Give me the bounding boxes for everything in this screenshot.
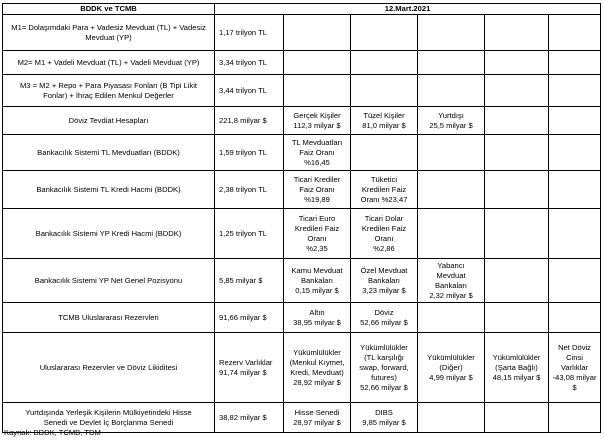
- cell-line: Ticari Euro: [298, 213, 336, 223]
- cell-line: Mevduat: [436, 270, 466, 280]
- table-row-rezerv-likidite: [3, 333, 601, 403]
- cell-line: Kredileri Faiz: [361, 184, 407, 194]
- table-row-tl-mevduat: [3, 135, 601, 171]
- cell-line: Yükümlülükler: [492, 352, 541, 362]
- row-label: [3, 135, 215, 171]
- detail-cell: [418, 333, 485, 403]
- cell-line: -43,08 milyar $: [552, 372, 597, 392]
- header-row: [3, 4, 601, 15]
- row-total: [215, 15, 284, 51]
- detail-cell: [418, 403, 485, 433]
- source-note: Kaynak: BDDK, TCMB, TDM: [4, 428, 101, 437]
- row-label: [3, 15, 215, 51]
- detail-cell: [418, 15, 485, 51]
- total-value-2: 91,74 milyar $: [219, 367, 267, 377]
- cell-line: 112,3 milyar $: [293, 120, 341, 130]
- data-table: [2, 3, 601, 433]
- detail-cell: [284, 75, 351, 107]
- cell-line: 2,32 milyar $: [429, 290, 473, 300]
- cell-line: Bankacılık Sistemi TL Mevduatları (BDDK): [37, 147, 180, 157]
- cell-line: Fonlar) + İhraç Edilen Menkul Değerler: [43, 90, 174, 100]
- detail-cell: [485, 403, 549, 433]
- detail-cell: [351, 259, 418, 303]
- cell-line: (TL karşılığı: [364, 352, 404, 362]
- cell-line: Döviz Tevdiat Hesapları: [68, 115, 149, 125]
- detail-cell: [351, 107, 418, 135]
- detail-cell: [418, 51, 485, 75]
- cell-line: 48,15 milyar $: [492, 372, 541, 382]
- row-label: [3, 107, 215, 135]
- detail-cell: [485, 107, 549, 135]
- detail-cell: [549, 171, 601, 209]
- row-total: [215, 51, 284, 75]
- detail-cell: [549, 135, 601, 171]
- row-label: [3, 259, 215, 303]
- row-label: [3, 51, 215, 75]
- cell-line: 4,99 milyar $: [429, 372, 473, 382]
- row-label: [3, 171, 215, 209]
- header-date: 12.Mart.2021: [215, 4, 601, 15]
- cell-line: Hisse Senedi: [294, 407, 340, 417]
- row-total: [215, 107, 284, 135]
- cell-line: Bankacılık Sistemi TL Kredi Hacmi (BDDK): [36, 184, 181, 194]
- detail-cell: [549, 75, 601, 107]
- cell-line: Oranı: [374, 233, 394, 243]
- row-label: [3, 333, 215, 403]
- detail-cell: [351, 303, 418, 333]
- detail-cell: [284, 51, 351, 75]
- detail-cell: [549, 107, 601, 135]
- detail-cell: [284, 107, 351, 135]
- cell-line: M2= M1 + Vadeli Mevduat (TL) + Vadeli Mevduat (YP): [17, 57, 200, 67]
- detail-cell: [284, 171, 351, 209]
- detail-cell: [284, 15, 351, 51]
- cell-line: Yükümlülükler: [427, 352, 475, 362]
- cell-line: Varlıklar: [560, 362, 589, 372]
- detail-cell: [284, 303, 351, 333]
- detail-cell: [485, 209, 549, 259]
- cell-line: Bankacılık Sistemi YP Net Genel Pozisyonu: [34, 275, 183, 285]
- detail-cell: [418, 135, 485, 171]
- header-left: BDDK ve TCMB: [3, 4, 215, 15]
- detail-cell: [485, 75, 549, 107]
- cell-line: %19,89: [304, 194, 330, 204]
- cell-line: TCMB Uluslararası Rezervleri: [58, 312, 159, 322]
- row-total: [215, 75, 284, 107]
- cell-line: Faiz Oranı: [299, 184, 335, 194]
- detail-cell: [485, 51, 549, 75]
- table-row-m1: [3, 15, 601, 51]
- row-label: [3, 75, 215, 107]
- cell-line: 0,15 milyar $: [295, 285, 339, 295]
- detail-cell: [284, 403, 351, 433]
- detail-cell: [351, 171, 418, 209]
- cell-line: 38,95 milyar $: [293, 317, 341, 327]
- cell-line: %16,45: [304, 157, 330, 167]
- cell-line: 28,97 milyar $: [293, 417, 341, 427]
- detail-cell: [485, 135, 549, 171]
- total-value: 3,34 trilyon TL: [219, 57, 267, 67]
- row-total: [215, 135, 284, 171]
- cell-line: DIBS: [375, 407, 393, 417]
- detail-cell: [351, 209, 418, 259]
- cell-line: Yabancı: [437, 260, 465, 270]
- table-row-m2: [3, 51, 601, 75]
- cell-line: Tüketici: [370, 174, 398, 184]
- total-value: 91,66 milyar $: [219, 312, 267, 322]
- cell-line: Yükümlülükler: [293, 347, 341, 357]
- cell-line: M3 = M2 + Repo + Para Piyasası Fonları (B Tipi Likit: [19, 80, 198, 90]
- cell-line: futures): [371, 372, 397, 382]
- cell-line: Kredileri Faiz: [294, 223, 340, 233]
- detail-cell: [485, 303, 549, 333]
- cell-line: Bankacılık Sistemi YP Kredi Hacmi (BDDK): [35, 228, 182, 238]
- cell-line: (Diğer): [439, 362, 463, 372]
- cell-line: Kredi, Mevduat): [290, 367, 344, 377]
- cell-line: swap, forward,: [359, 362, 409, 372]
- detail-cell: [549, 403, 601, 433]
- detail-cell: [351, 15, 418, 51]
- cell-line: Uluslararası Rezervler ve Döviz Likiditesi: [39, 362, 178, 372]
- cell-line: Kamu Mevduat: [291, 265, 343, 275]
- cell-line: (Menkul Kıymet,: [289, 357, 345, 367]
- cell-line: Oranı %23,47: [360, 194, 408, 204]
- cell-line: Bankaları: [300, 275, 334, 285]
- cell-line: 52,66 milyar $: [360, 317, 408, 327]
- cell-line: Döviz: [374, 307, 394, 317]
- cell-line: Faiz Oranı: [299, 147, 335, 157]
- detail-cell: [418, 107, 485, 135]
- detail-cell: [351, 135, 418, 171]
- cell-line: Yurtdışı: [438, 110, 464, 120]
- total-value: 221,8 milyar $: [219, 115, 267, 125]
- cell-line: Ticari Dolar: [364, 213, 404, 223]
- cell-line: (Şarta Bağlı): [495, 362, 538, 372]
- row-total: [215, 403, 284, 433]
- cell-line: Bankaları: [434, 280, 468, 290]
- cell-line: Oranı: [307, 233, 327, 243]
- cell-line: Net Döviz Cinsi: [558, 342, 591, 362]
- table-row-yp-kredi: [3, 209, 601, 259]
- cell-line: Yükümlülükler: [360, 342, 408, 352]
- detail-cell: [485, 15, 549, 51]
- detail-cell: [351, 75, 418, 107]
- cell-line: 81,0 milyar $: [362, 120, 406, 130]
- detail-cell: [549, 303, 601, 333]
- cell-line: 9,85 milyar $: [362, 417, 406, 427]
- total-value: Rezerv Varlıklar: [219, 357, 273, 367]
- detail-cell: [485, 333, 549, 403]
- cell-line: M1= Dolaşımdaki Para + Vadesiz Mevduat (TL) + Vadesiz: [11, 22, 206, 32]
- total-value: 1,17 trilyon TL: [219, 27, 267, 37]
- cell-line: Tüzel Kişiler: [363, 110, 405, 120]
- cell-line: Ticari Krediler: [293, 174, 341, 184]
- detail-cell: [284, 135, 351, 171]
- row-total: [215, 333, 284, 403]
- cell-line: Yurtdışında Yerleşik Kişilerin Mülkiyetindeki Hisse: [25, 407, 192, 417]
- table-row-tcmb-rezerv: [3, 303, 601, 333]
- cell-line: Özel Mevduat: [360, 265, 408, 275]
- row-label: [3, 303, 215, 333]
- cell-line: 25,5 milyar $: [429, 120, 473, 130]
- detail-cell: [549, 259, 601, 303]
- detail-cell: [418, 209, 485, 259]
- table-row-tl-kredi: [3, 171, 601, 209]
- detail-cell: [418, 75, 485, 107]
- detail-cell: [549, 333, 601, 403]
- detail-cell: [284, 209, 351, 259]
- detail-cell: [351, 403, 418, 433]
- total-value: 5,85 milyar $: [219, 275, 263, 285]
- detail-cell: [485, 259, 549, 303]
- total-value: 2,38 trilyon TL: [219, 184, 267, 194]
- cell-line: TL Mevduatları: [291, 137, 343, 147]
- cell-line: Kredileri Faiz: [361, 223, 407, 233]
- table-row-yp-net-pozisyon: [3, 259, 601, 303]
- total-value: 3,44 trilyon TL: [219, 85, 267, 95]
- cell-line: Altın: [309, 307, 325, 317]
- detail-cell: [284, 259, 351, 303]
- cell-line: 52,66 milyar $: [360, 382, 408, 392]
- detail-cell: [351, 51, 418, 75]
- total-value: 1,59 trilyon TL: [219, 147, 267, 157]
- detail-cell: [284, 333, 351, 403]
- detail-cell: [418, 171, 485, 209]
- cell-line: Bankaları: [367, 275, 401, 285]
- cell-line: %2,86: [373, 243, 395, 253]
- cell-line: Gerçek Kişiler: [293, 110, 341, 120]
- detail-cell: [549, 209, 601, 259]
- cell-line: Mevduat (YP): [85, 32, 132, 42]
- detail-cell: [418, 259, 485, 303]
- table-row-doviz-tevdiat: [3, 107, 601, 135]
- total-value: 38,82 milyar $: [219, 412, 267, 422]
- cell-line: %2,35: [306, 243, 328, 253]
- detail-cell: [485, 171, 549, 209]
- row-total: [215, 259, 284, 303]
- row-label: [3, 209, 215, 259]
- detail-cell: [418, 303, 485, 333]
- table-row-m3: [3, 75, 601, 107]
- row-total: [215, 209, 284, 259]
- cell-line: 28,92 milyar $: [293, 377, 341, 387]
- cell-line: 3,23 milyar $: [362, 285, 406, 295]
- detail-cell: [351, 333, 418, 403]
- detail-cell: [549, 15, 601, 51]
- row-total: [215, 171, 284, 209]
- cell-line: Senedi ve Devlet İç Borçlanma Senedi: [43, 417, 174, 427]
- total-value: 1,25 trilyon TL: [219, 228, 267, 238]
- detail-cell: [549, 51, 601, 75]
- row-total: [215, 303, 284, 333]
